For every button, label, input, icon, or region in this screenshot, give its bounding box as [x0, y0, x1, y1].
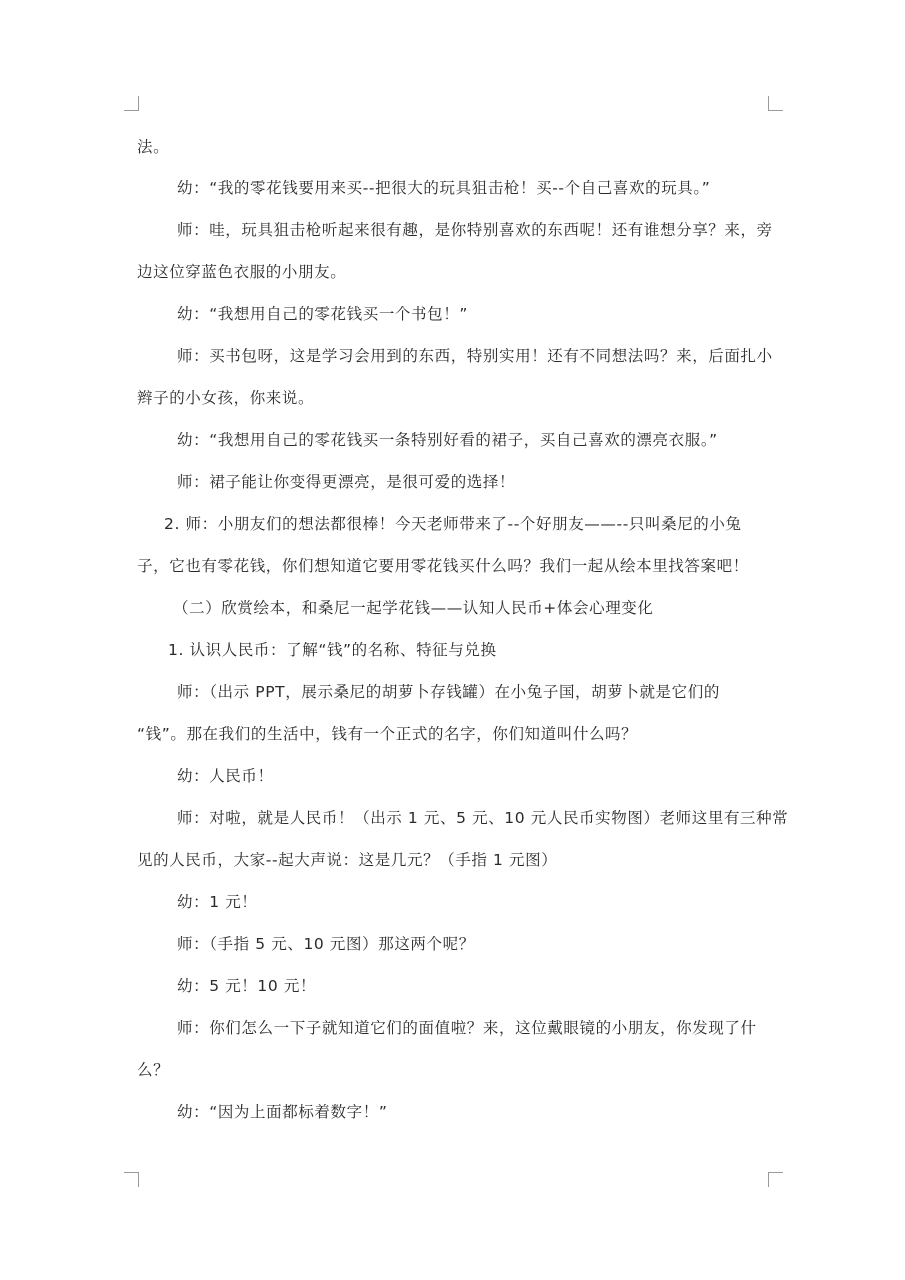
text-line: 师：哇，玩具狙击枪听起来很有趣，是你特别喜欢的东西呢！还有谁想分享？来，旁: [177, 221, 773, 239]
text-line: 师：买书包呀，这是学习会用到的东西，特别实用！还有不同想法吗？来，后面扎小: [177, 347, 773, 365]
text-line: 师：对啦，就是人民币！（出示 1 元、5 元、10 元人民币实物图）老师这里有三种常: [177, 809, 789, 827]
text-line: 幼：“我想用自己的零花钱买一条特别好看的裙子，买自己喜欢的漂亮衣服。”: [177, 431, 718, 449]
text-line: 师：你们怎么一下子就知道它们的面值啦？来，这位戴眼镜的小朋友，你发现了什: [177, 1019, 757, 1037]
crop-mark-top-right: [768, 96, 783, 111]
text-line: 幼：“因为上面都标着数字！”: [177, 1103, 388, 1121]
text-line: 师：（手指 5 元、10 元图）那这两个呢？: [177, 935, 475, 953]
subsection-heading: 1. 认识人民币：了解“钱”的名称、特征与兑换: [168, 641, 497, 659]
text-line: 幼：“我的零花钱要用来买--把很大的玩具狙击枪！买--个自己喜欢的玩具。”: [177, 179, 711, 197]
text-line: 幼：人民币！: [177, 767, 274, 785]
text-line: 子，它也有零花钱，你们想知道它要用零花钱买什么吗？我们一起从绘本里找答案吧！: [137, 557, 749, 575]
text-line: 师：（出示 PPT，展示桑尼的胡萝卜存钱罐）在小兔子国，胡萝卜就是它们的: [177, 683, 720, 701]
text-line: 幼：1 元！: [177, 893, 258, 911]
crop-mark-bottom-right: [768, 1172, 783, 1187]
text-line: 么？: [137, 1061, 170, 1079]
text-line: “钱”。那在我们的生活中，钱有一个正式的名字，你们知道叫什么吗？: [137, 725, 638, 743]
crop-mark-top-left: [124, 96, 139, 111]
text-line: 师：裙子能让你变得更漂亮，是很可爱的选择！: [177, 473, 516, 491]
text-line: 法。: [137, 138, 170, 156]
text-line: 辫子的小女孩，你来说。: [137, 389, 315, 407]
text-line: 边这位穿蓝色衣服的小朋友。: [137, 263, 347, 281]
crop-mark-bottom-left: [124, 1172, 139, 1187]
text-line: 见的人民币，大家--起大声说：这是几元？（手指 1 元图）: [137, 851, 558, 869]
text-line: 幼：“我想用自己的零花钱买一个书包！”: [177, 305, 468, 323]
section-heading: （二）欣赏绘本，和桑尼一起学花钱——认知人民币+体会心理变化: [173, 599, 654, 617]
text-line: 幼：5 元！10 元！: [177, 977, 317, 995]
text-line: 2. 师：小朋友们的想法都很棒！今天老师带来了--个好朋友——--只叫桑尼的小兔: [164, 515, 742, 533]
